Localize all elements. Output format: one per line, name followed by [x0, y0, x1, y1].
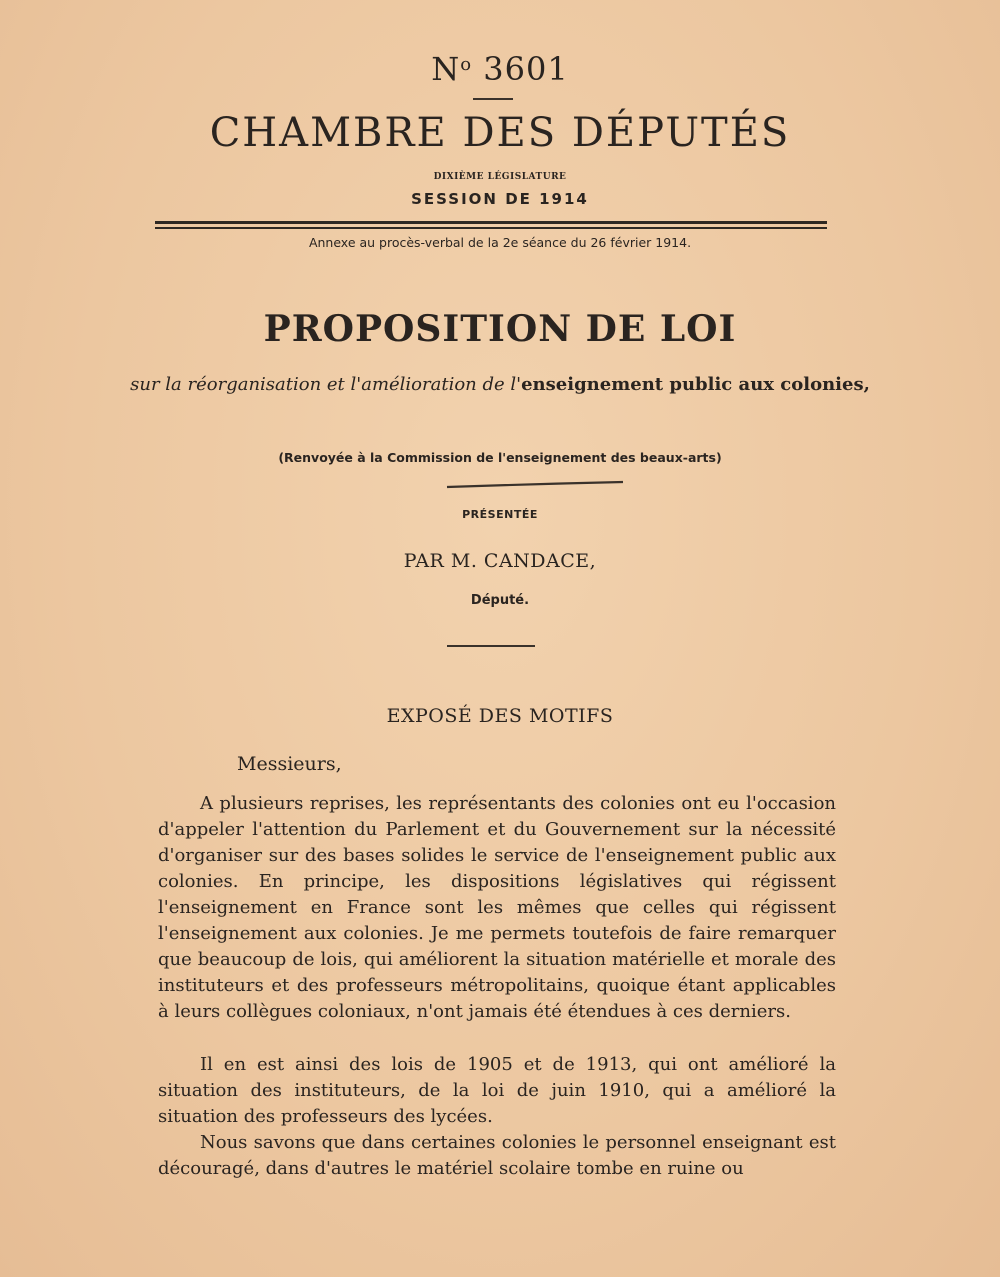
paragraph-text: Il en est ainsi des lois de 1905 et de 1913, qui ont amélioré la situation des instituteurs, de la loi de juin 1910, qui a amélioré la situation des professeurs des lycées.: [158, 1054, 836, 1127]
decorative-swash: [445, 480, 625, 490]
paragraph-1: [158, 791, 836, 1025]
subject-bold: enseignement public aux colonies,: [521, 374, 870, 395]
header-double-rule: [155, 221, 827, 229]
subject-italic: sur la réorganisation et l'amélioration de l': [130, 374, 522, 395]
proposition-title: PROPOSITION DE LOI: [263, 308, 737, 350]
legislature-label: DIXIÈME LÉGISLATURE: [433, 172, 567, 182]
session-label: SESSION DE 1914: [411, 190, 589, 208]
document-number: [0, 50, 1000, 88]
section-heading: EXPOSÉ DES MOTIFS: [386, 705, 614, 727]
referral-line: (Renvoyée à la Commission de l'enseignement des beaux-arts): [278, 450, 722, 465]
proposition-subject: [0, 372, 1000, 398]
number-suffix: o: [460, 54, 473, 75]
number-prefix: N: [431, 50, 461, 88]
paragraph-2: [158, 1052, 836, 1130]
paragraph-text: Nous savons que dans certaines colonies le personnel enseignant est découragé, dans d'autres le matériel scolaire tombe en ruine ou: [158, 1132, 836, 1179]
chamber-title: CHAMBRE DES DÉPUTÉS: [209, 110, 791, 156]
presented-label: PRÉSENTÉE: [462, 508, 538, 521]
section-rule: [447, 645, 535, 647]
number-value: 3601: [483, 50, 569, 88]
paragraph-text: A plusieurs reprises, les représentants des colonies ont eu l'occasion d'appeler l'attention du Parlement et du Gouvernement sur la nécessité d'organiser sur des bases solides le service de l'enseignement public aux colonies. En principe, les dispositions législatives qui régissent l'enseignement en France sont les mêmes que celles qui régissent l'enseignement aux colonies. Je me permets toutefois de faire remarquer que beaucoup de lois, qui améliorent la situation matérielle et morale des instituteurs et des professeurs métropolitains, quoique étant applicables à leurs collègues coloniaux, n'ont jamais été étendues à ces derniers.: [158, 793, 836, 1022]
paragraph-3: [158, 1130, 836, 1182]
number-rule: [473, 98, 513, 100]
author-line: PAR M. CANDACE,: [403, 550, 597, 572]
salutation: Messieurs,: [237, 753, 342, 775]
author-role: Député.: [470, 593, 530, 608]
annexe-line: Annexe au procès-verbal de la 2e séance du 26 février 1914.: [308, 235, 692, 250]
